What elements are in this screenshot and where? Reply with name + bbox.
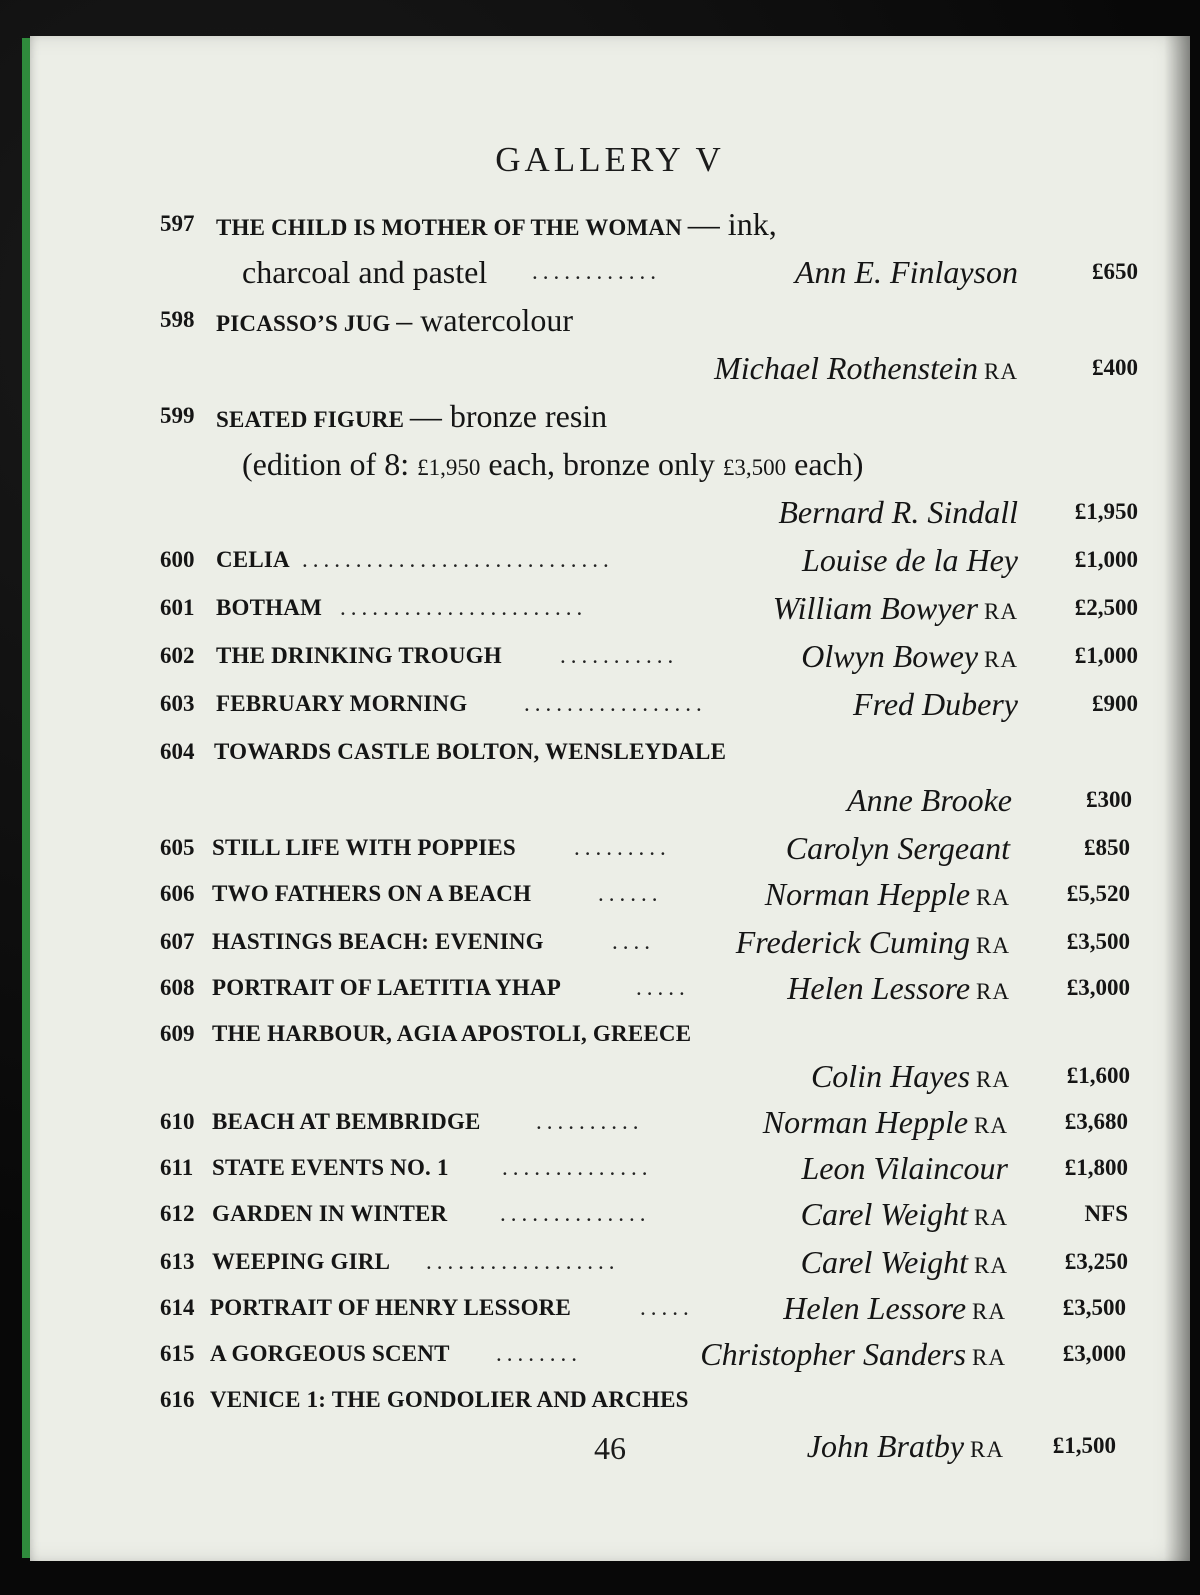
entry-title: [216, 536, 290, 584]
entry-title: [216, 584, 322, 632]
entry-title: [216, 680, 467, 728]
entry-price: £900: [1092, 691, 1138, 716]
entry-title: [212, 1190, 447, 1238]
artist-name: Leon Vilaincour: [801, 1150, 1008, 1186]
ra-suffix: RA: [970, 1437, 1004, 1462]
entry-price: £1,000: [1074, 547, 1138, 572]
entry-number: 611: [160, 1155, 194, 1180]
entry-artist: [720, 632, 1018, 680]
title-text: TOWARDS CASTLE BOLTON, WENSLEYDALE: [214, 739, 727, 764]
entry-edition-note: [242, 440, 863, 488]
entry-title: [210, 1284, 571, 1332]
entry-artist: [730, 1238, 1008, 1286]
entry-number: 616: [160, 1387, 195, 1412]
entry-artist: [720, 964, 1010, 1012]
ra-suffix: RA: [984, 647, 1018, 672]
edition-price: £1,950: [417, 455, 481, 480]
entry-artist: [630, 1330, 1006, 1378]
dot-leader: ..............: [502, 1155, 653, 1180]
entry-price: £1,800: [1064, 1155, 1128, 1180]
entry-price: £1,600: [1066, 1063, 1130, 1088]
entry-price: £2,500: [1074, 595, 1138, 620]
title-text: GARDEN IN WINTER: [212, 1201, 448, 1226]
title-text: HASTINGS BEACH: EVENING: [212, 929, 544, 954]
title-text: PORTRAIT OF LAETITIA YHAP: [212, 975, 562, 1000]
artist-name: Helen Lessore: [787, 970, 971, 1006]
entry-artist: [790, 680, 1018, 728]
catalogue-entry-610: [30, 1098, 1190, 1146]
entry-price: £3,680: [1064, 1109, 1128, 1134]
entry-artist: [710, 776, 1012, 824]
entry-title: [212, 1010, 691, 1058]
entry-title-line: [216, 296, 573, 344]
artist-name: John Bratby: [806, 1428, 965, 1464]
catalogue-entry-604: [30, 728, 1190, 776]
entry-continuation: charcoal and pastel: [242, 254, 488, 290]
title-text: THE HARBOUR, AGIA APOSTOLI, GREECE: [212, 1021, 692, 1046]
entry-title: [212, 1144, 449, 1192]
artist-name: Colin Hayes: [810, 1058, 971, 1094]
entry-title: [212, 1098, 481, 1146]
entry-title: [212, 824, 516, 872]
entry-price: £650: [1092, 259, 1138, 284]
entry-artist: [730, 824, 1010, 872]
artist-name: Louise de la Hey: [802, 542, 1018, 578]
catalogue-entry-605: [30, 824, 1190, 872]
entry-title: THE CHILD IS MOTHER OF THE WOMAN: [216, 215, 683, 240]
dot-leader: ......: [598, 881, 663, 906]
artist-name: Christopher Sanders: [700, 1336, 967, 1372]
entry-title: [212, 964, 561, 1012]
entry-title: [212, 1238, 390, 1286]
entry-number: 612: [160, 1201, 195, 1226]
catalogue-entry-609: [30, 1010, 1190, 1058]
catalogue-entry-612: [30, 1190, 1190, 1238]
title-text: STATE EVENTS NO. 1: [212, 1155, 449, 1180]
artist-name: Carel Weight: [800, 1244, 969, 1280]
edition-text: each, bronze only: [480, 446, 723, 482]
ra-suffix: RA: [974, 1113, 1008, 1138]
dot-leader: .............................: [302, 547, 614, 572]
artist-name: Carolyn Sergeant: [785, 830, 1010, 866]
catalogue-entry-601: [30, 584, 1190, 632]
dot-leader: .......................: [340, 595, 588, 620]
entry-artist: [670, 1098, 1008, 1146]
entry-title: [210, 1330, 450, 1378]
entry-medium: — ink,: [687, 206, 777, 242]
catalogue-entry-615: [30, 1330, 1190, 1378]
entry-medium: – watercolour: [396, 302, 574, 338]
entry-title-line: [216, 392, 607, 440]
catalogue-entry-599: [30, 392, 1190, 440]
entry-title: [212, 870, 531, 918]
entry-price: £3,500: [1062, 1295, 1126, 1320]
dot-leader: ..........: [536, 1109, 644, 1134]
entry-number: 598: [160, 307, 195, 332]
entry-price: £3,000: [1062, 1341, 1126, 1366]
entry-artist: [660, 918, 1010, 966]
entry-medium: — bronze resin: [409, 398, 608, 434]
entry-number: 607: [160, 929, 195, 954]
artist-name: Fred Dubery: [853, 686, 1018, 722]
catalogue-entry-616: [30, 1376, 1190, 1424]
entry-artist: [730, 1144, 1008, 1192]
ra-suffix: RA: [984, 359, 1018, 384]
entry-title-line: [216, 200, 777, 248]
artist-name: William Bowyer: [772, 590, 979, 626]
edition-text: (edition of 8:: [242, 446, 418, 482]
artist-name: Michael Rothenstein: [714, 350, 979, 386]
title-text: FEBRUARY MORNING: [216, 691, 468, 716]
title-text: THE DRINKING TROUGH: [216, 643, 502, 668]
entry-title: PICASSO’S JUG: [216, 311, 391, 336]
page-number: 46: [594, 1430, 626, 1466]
catalogue-entry-600: [30, 536, 1190, 584]
catalogue-entry-598-artist: [30, 344, 1190, 392]
entry-price: £3,250: [1064, 1249, 1128, 1274]
entry-price: £300: [1086, 787, 1132, 812]
artist-name: Bernard R. Sindall: [778, 494, 1018, 530]
edition-text: each): [786, 446, 864, 482]
catalogue-entry-609-artist: [30, 1052, 1190, 1100]
ra-suffix: RA: [972, 1345, 1006, 1370]
entry-number: 609: [160, 1021, 195, 1046]
entry-price: £1,950: [1074, 499, 1138, 524]
entry-artist: [670, 584, 1018, 632]
catalogue-page: [30, 36, 1190, 1561]
catalogue-entry-611: [30, 1144, 1190, 1192]
dot-leader: ....: [612, 929, 655, 954]
ra-suffix: RA: [976, 933, 1010, 958]
ra-suffix: RA: [972, 1299, 1006, 1324]
dot-leader: .....: [636, 975, 690, 1000]
entry-number: 614: [160, 1295, 195, 1320]
entry-number: 610: [160, 1109, 195, 1134]
dot-leader: ..................: [426, 1249, 620, 1274]
title-text: A GORGEOUS SCENT: [210, 1341, 450, 1366]
entry-number: 604: [160, 739, 195, 764]
catalogue-entry-614: [30, 1284, 1190, 1332]
title-text: PORTRAIT OF HENRY LESSORE: [210, 1295, 572, 1320]
entry-artist: [690, 1052, 1010, 1100]
catalogue-entry-608: [30, 964, 1190, 1012]
entry-artist: [720, 1284, 1006, 1332]
entry-title: [214, 728, 726, 776]
catalogue-entry-606: [30, 870, 1190, 918]
artist-name: Anne Brooke: [847, 782, 1012, 818]
entry-price: £1,000: [1074, 643, 1138, 668]
title-text: CELIA: [216, 547, 290, 572]
entry-number: 615: [160, 1341, 195, 1366]
entry-title: [212, 918, 544, 966]
ra-suffix: RA: [976, 885, 1010, 910]
catalogue-entry-607: [30, 918, 1190, 966]
catalogue-entry-597: [30, 200, 1190, 248]
entry-artist: [730, 536, 1018, 584]
artist-name: Olwyn Bowey: [801, 638, 979, 674]
ra-suffix: RA: [976, 1067, 1010, 1092]
dot-leader: ..............: [500, 1201, 651, 1226]
artist-name: Helen Lessore: [783, 1290, 967, 1326]
catalogue-entry-604-artist: [30, 776, 1190, 824]
artist-name: Ann E. Finlayson: [794, 254, 1018, 290]
artist-name: Norman Hepple: [764, 876, 971, 912]
entry-number: 601: [160, 595, 195, 620]
entry-number: 606: [160, 881, 195, 906]
catalogue-entry-613: [30, 1238, 1190, 1286]
entry-number: 608: [160, 975, 195, 1000]
entry-number: 605: [160, 835, 195, 860]
ra-suffix: RA: [974, 1205, 1008, 1230]
dot-leader: .....: [640, 1295, 694, 1320]
entry-price: £400: [1092, 355, 1138, 380]
entry-number: 597: [160, 211, 195, 236]
entry-price: £850: [1084, 835, 1130, 860]
entry-price: £3,500: [1066, 929, 1130, 954]
entry-title: [210, 1376, 689, 1424]
entry-artist: [630, 488, 1018, 536]
artist-name: Frederick Cuming: [735, 924, 971, 960]
entry-price: £1,500: [1052, 1433, 1116, 1458]
bronze-price: £3,500: [722, 455, 787, 480]
entry-number: 602: [160, 643, 195, 668]
ra-suffix: RA: [976, 979, 1010, 1004]
dot-leader: ............: [532, 259, 661, 284]
title-text: WEEPING GIRL: [212, 1249, 391, 1274]
entry-title: [216, 632, 502, 680]
entry-number: 613: [160, 1249, 195, 1274]
artist-name: Norman Hepple: [762, 1104, 969, 1140]
artist-name: Carel Weight: [800, 1196, 969, 1232]
ra-suffix: RA: [984, 599, 1018, 624]
entry-artist: [730, 1190, 1008, 1238]
catalogue-entry-602: [30, 632, 1190, 680]
entry-number: 600: [160, 547, 195, 572]
title-text: TWO FATHERS ON A BEACH: [212, 881, 532, 906]
ra-suffix: RA: [974, 1253, 1008, 1278]
dot-leader: ...........: [560, 643, 679, 668]
entry-artist: [590, 344, 1018, 392]
entry-price: £3,000: [1066, 975, 1130, 1000]
entry-number: 599: [160, 403, 195, 428]
gallery-heading: GALLERY V: [495, 140, 725, 179]
entry-price: £5,520: [1066, 881, 1130, 906]
entry-number: 603: [160, 691, 195, 716]
catalogue-entry-599-edition: [30, 440, 1190, 488]
dot-leader: ........: [496, 1341, 582, 1366]
title-text: VENICE 1: THE GONDOLIER AND ARCHES: [210, 1387, 689, 1412]
catalogue-entry-603: [30, 680, 1190, 728]
entry-title: SEATED FIGURE: [216, 407, 405, 432]
title-text: STILL LIFE WITH POPPIES: [212, 835, 516, 860]
catalogue-entry-597-cont: [30, 248, 1190, 296]
entry-artist: [720, 248, 1018, 296]
dot-leader: .................: [524, 691, 707, 716]
catalogue-entry-599-artist: [30, 488, 1190, 536]
entry-artist: [670, 870, 1010, 918]
title-text: BOTHAM: [216, 595, 322, 620]
entry-price: NFS: [1084, 1201, 1128, 1226]
dot-leader: .........: [574, 835, 671, 860]
catalogue-entry-598: [30, 296, 1190, 344]
title-text: BEACH AT BEMBRIDGE: [212, 1109, 481, 1134]
